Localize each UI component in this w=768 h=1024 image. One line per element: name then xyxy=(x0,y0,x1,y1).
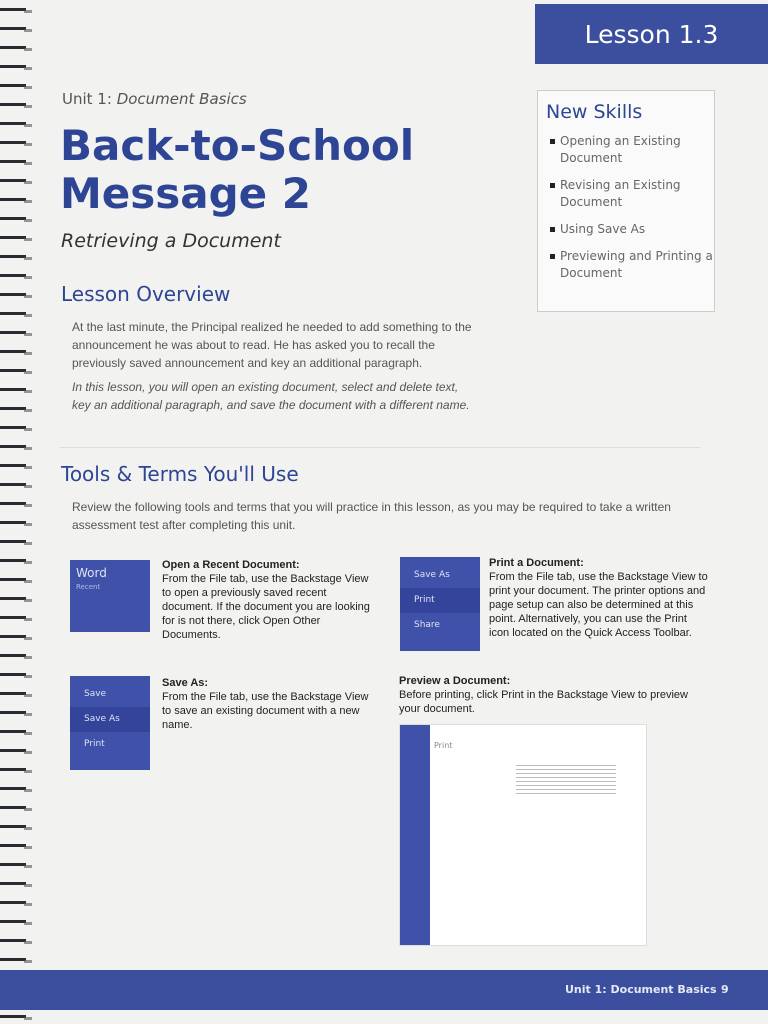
panel-row: Share xyxy=(414,620,440,630)
term-text: From the File tab, use the Backstage View to print your document. The printer options and page setup can also be determined at this point. Alternatively, you can use the Print icon located on the Quick Access Toolbar. xyxy=(489,571,708,639)
term-title: Print a Document: xyxy=(489,557,584,569)
backstage-sidebar xyxy=(400,725,430,945)
spiral-binding xyxy=(0,0,26,1024)
open-recent-description xyxy=(162,558,377,642)
page-number: 9 xyxy=(721,983,729,996)
tools-intro: Review the following tools and terms that you will practice in this lesson, as you may be required to take a written assessment test after completing this unit. xyxy=(72,500,671,532)
panel-section: Recent xyxy=(76,583,101,591)
page-footer xyxy=(0,970,768,1010)
panel-row-selected: Print xyxy=(400,588,480,613)
unit-label xyxy=(62,90,247,108)
save-as-panel xyxy=(70,676,150,770)
unit-prefix: Unit 1: xyxy=(62,90,112,108)
preview-text-lines xyxy=(516,765,616,795)
panel-row: Save xyxy=(84,689,107,699)
skill-item: Opening an Existing Document xyxy=(560,133,714,167)
title-line-1: Back-to-School xyxy=(60,121,415,170)
term-title: Preview a Document: xyxy=(399,675,511,687)
skill-item: Revising an Existing Document xyxy=(560,177,714,211)
word-recent-panel xyxy=(70,560,150,632)
term-title: Save As: xyxy=(162,677,209,689)
binding-holes xyxy=(24,0,32,1024)
panel-row: Save As xyxy=(414,570,450,580)
overview-paragraph-italic: In this lesson, you will open an existing document, select and delete text, key an additional paragraph, and save the document with a different name. xyxy=(72,380,470,412)
screenshot-heading: Print xyxy=(434,741,453,750)
print-description xyxy=(489,556,709,640)
overview-body xyxy=(72,318,472,420)
save-as-description xyxy=(162,676,377,732)
panel-row-selected: Save As xyxy=(70,707,150,732)
divider xyxy=(60,447,700,448)
new-skills-box xyxy=(537,90,715,312)
title-line-2: Message 2 xyxy=(60,169,312,218)
lesson-banner: Lesson 1.3 xyxy=(535,4,768,64)
panel-row: Print xyxy=(84,739,105,749)
new-skills-heading: New Skills xyxy=(546,101,643,123)
term-text: From the File tab, use the Backstage View to save an existing document with a new name. xyxy=(162,691,369,731)
preview-description xyxy=(399,674,704,716)
subtitle: Retrieving a Document xyxy=(61,230,281,252)
term-text: Before printing, click Print in the Backstage View to preview your document. xyxy=(399,689,688,715)
page-title xyxy=(60,122,414,218)
skill-item: Previewing and Printing a Document xyxy=(560,249,713,280)
overview-paragraph: At the last minute, the Principal realized he needed to add something to the announcement he was about to read. He has asked you to recall the previously saved announcement and key an additional paragraph. xyxy=(72,320,472,370)
print-panel xyxy=(400,557,480,651)
panel-app-name: Word xyxy=(76,566,107,580)
skill-item: Using Save As xyxy=(560,221,714,238)
term-text: From the File tab, use the Backstage View to open a previously saved recent document. If the document you are looking for is not there, click Open Other Documents. xyxy=(162,573,370,641)
term-title: Open a Recent Document: xyxy=(162,559,300,571)
footer-unit: Unit 1: Document Basics xyxy=(565,983,717,996)
tools-heading: Tools & Terms You'll Use xyxy=(61,462,299,486)
print-preview-screenshot xyxy=(399,724,647,946)
unit-name: Document Basics xyxy=(116,90,247,108)
lesson-overview-heading: Lesson Overview xyxy=(61,282,231,306)
